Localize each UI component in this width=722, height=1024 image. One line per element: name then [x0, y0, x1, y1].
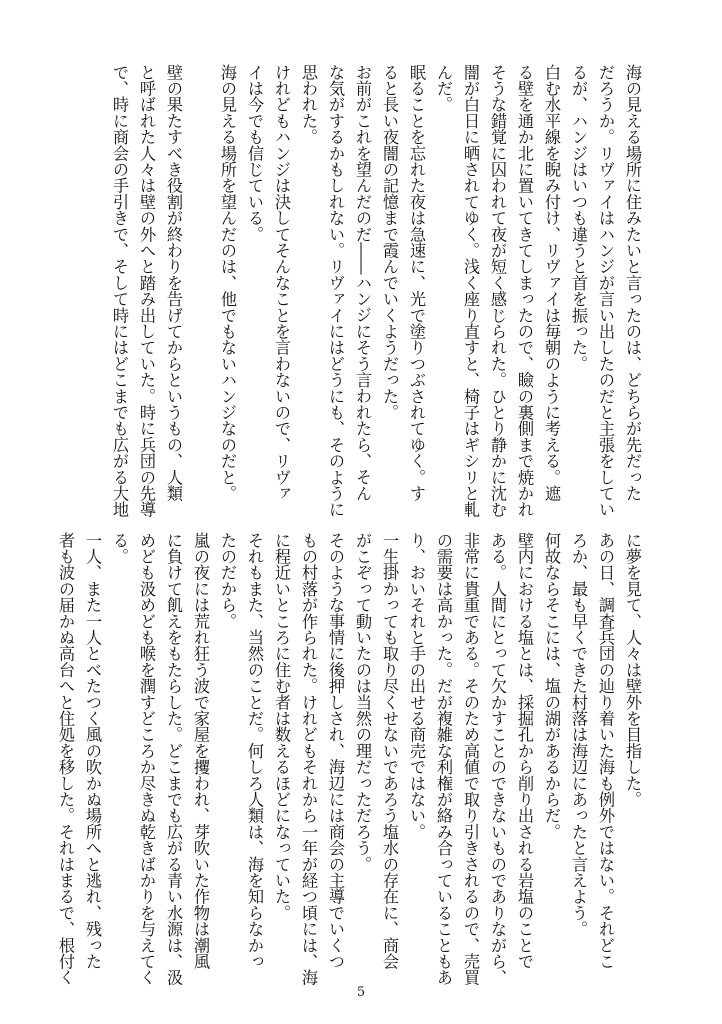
text-line: お前がこれを望んだのだ――ハンジにそう言われたら、そん: [353, 64, 372, 502]
text-line: イは今でも信じている。: [245, 64, 264, 243]
text-line: に負けて飢えをもたらした。どこまでも広がる青い水源は、汲: [164, 532, 183, 986]
text-line: めども汲めども喉を潤すどころか尽きぬ乾きばかりを与えてく: [137, 532, 156, 986]
text-line: あの日、調査兵団の辿り着いた海も例外ではない。それどこ: [596, 532, 615, 970]
text-line: り、おいそれと手の出せる商売ではない。: [407, 532, 426, 840]
text-line: 何故ならそこには、塩の湖があるからだ。: [542, 532, 561, 840]
text-line: んだ。: [434, 64, 453, 113]
text-line: 眠ることを忘れた夜は急速に、光で塗りつぶされてゆく。す: [407, 64, 426, 502]
text-line: る壁を通か北に置いてきてしまったので、瞼の裏側まで焼かれ: [515, 64, 534, 518]
text-line: 一生掛かっても取り尽くせないであろう塩水の存在に、商会: [380, 532, 399, 970]
text-line: たのだから。: [218, 532, 237, 630]
page-number: 5: [356, 985, 366, 1000]
text-line: そうな錯覚に囚われて夜が短く感じられた。ひとり静かに沈む: [488, 64, 507, 518]
text-line: 思われた。: [299, 64, 318, 145]
text-line: るが、ハンジはいつも違うと首を振った。: [569, 64, 588, 372]
text-line: で、時に商会の手引きで、そして時にはどこまでも広がる大地: [110, 64, 129, 518]
text-line: 非常に貴重である。そのため高値で取り引きされるので、売買: [461, 532, 480, 986]
text-line: もの村落が作られた。けれどもそれから一年が経つ頃には、海: [299, 532, 318, 986]
text-line: 海の見える場所に住みたいと言ったのは、どちらが先だった: [623, 64, 642, 502]
text-line: 海の見える場所を望んだのは、他でもないハンジなのだと。: [218, 64, 237, 502]
text-line: る。: [110, 532, 129, 565]
text-line: 嵐の夜には荒れ狂う波で家屋を攫われ、芽吹いた作物は潮風: [191, 532, 210, 970]
text-line: ある。人間にとって欠かすことのできないものでありながら、: [488, 532, 507, 986]
text-line: がこぞって動いたのは当然の理だっただろう。: [353, 532, 372, 873]
text-line: 壁の果たすべき役割が終わりを告げてからというもの、人類: [164, 64, 183, 502]
text-line: けれどもハンジは決してそんなことを言わないので、リヴァ: [272, 64, 291, 502]
text-line: だろうか。リヴァイはハンジが言い出したのだと主張をしてい: [596, 64, 615, 518]
text-line: な気がするかもしれない。リヴァイにはどうにも、そのように: [326, 64, 345, 518]
text-line: に程近いところに住む者は数えるほどになっていた。: [272, 532, 291, 921]
text-line: 者も波の届かぬ高台へと住処を移した。それはまるで、根付く: [56, 532, 75, 986]
text-line: そのような事情に後押しされ、海辺には商会の主導でいくつ: [326, 532, 345, 970]
text-line: と呼ばれた人々は壁の外へと踏み出していた。時に兵団の先導: [137, 64, 156, 518]
upper-text-block: [56, 64, 646, 518]
text-line: 闇が白日に晒されてゆく。浅く座り直すと、椅子はギシリと軋: [461, 64, 480, 518]
text-line: 白む水平線を睨み付け、リヴァイは毎朝のように考える。遮: [542, 64, 561, 502]
text-line: の需要は高かった。だが複雑な利権が絡み合っていることもあ: [434, 532, 453, 986]
text-line: 壁内における塩とは、採掘孔から削り出される岩塩のことで: [515, 532, 534, 970]
text-line: [187, 64, 214, 504]
text-line: ろか、最も早くできた村落は海辺にあったと言えよう。: [569, 532, 588, 937]
text-line: 一人、また一人とべたつく風の吹かぬ場所へと逃れ、残った: [83, 532, 102, 970]
lower-text-block: [56, 532, 646, 986]
text-line: それもまた、当然のことだ。何しろ人類は、海を知らなかっ: [245, 532, 264, 970]
text-line: に夢を見て、人々は壁外を目指した。: [623, 532, 642, 808]
text-line: ると長い夜闇の記憶まで霞んでいくようだった。: [380, 64, 399, 421]
